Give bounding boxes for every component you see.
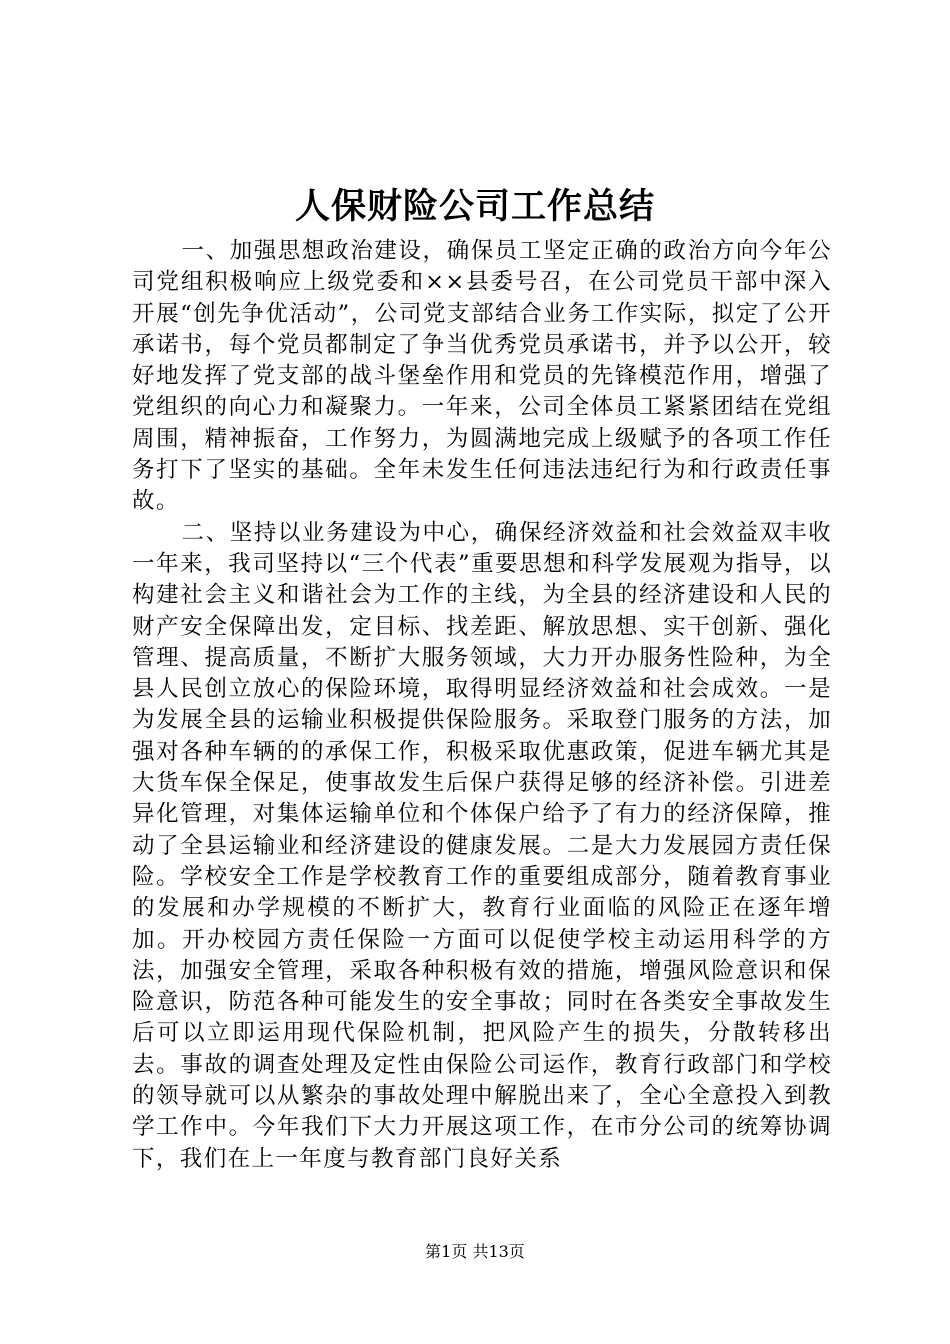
page-number-footer: 第1页 共13页 — [425, 1242, 525, 1261]
document-title: 人保财险公司工作总结 — [294, 186, 655, 227]
document-body — [132, 236, 832, 1175]
paragraph-2: 二、坚持以业务建设为中心，确保经济效益和社会效益双丰收一年来，我司坚持以“三个代表”重要思想和科学发展观为指导，以构建社会主义和谐社会为工作的主线，为全县的经济建设和人民的财产安全保障出发，定目标、找差距、解放思想、实干创新、强化管理、提高质量，不断扩大服务领域，大力开办服务性险种，为全县人民创立放心的保险环境，取得明显经济效益和社会成效。一是为发展全县的运输业积极提供保险服务。采取登门服务的方法，加强对各种车辆的的承保工作，积极采取优惠政策，促进车辆尤其是大货车保全保足，使事故发生后保户获得足够的经济补偿。引进差异化管理，对集体运输单位和个体保户给予了有力的经济保障，推动了全县运输业和经济建设的健康发展。二是大力发展园方责任保险。学校安全工作是学校教育工作的重要组成部分，随着教育事业的发展和办学规模的不断扩大，教育行业面临的风险正在逐年增加。开办校园方责任保险一方面可以促使学校主动运用科学的方法，加强安全管理，采取各种积极有效的措施，增强风险意识和保险意识，防范各种可能发生的安全事故；同时在各类安全事故发生后可以立即运用现代保险机制，把风险产生的损失，分散转移出去。事故的调查处理及定性由保险公司运作，教育行政部门和学校的领导就可以从繁杂的事故处理中解脱出来了，全心全意投入到教学工作中。今年我们下大力开展这项工作，在市分公司的统筹协调下，我们在上一年度与教育部门良好关系 — [132, 519, 832, 1172]
paragraph-1: 一、加强思想政治建设，确保员工坚定正确的政治方向今年公司党组积极响应上级党委和××县委号召，在公司党员干部中深入开展“创先争优活动”，公司党支部结合业务工作实际，拟定了公开承诺书，每个党员都制定了争当优秀党员承诺书，并予以公开，较好地发挥了党支部的战斗堡垒作用和党员的先锋模范作用，增强了党组织的向心力和凝聚力。一年来，公司全体员工紧紧团结在党组周围，精神振奋，工作努力，为圆满地完成上级赋予的各项工作任务打下了坚实的基础。全年未发生任何违法违纪行为和行政责任事故。 — [132, 238, 832, 515]
